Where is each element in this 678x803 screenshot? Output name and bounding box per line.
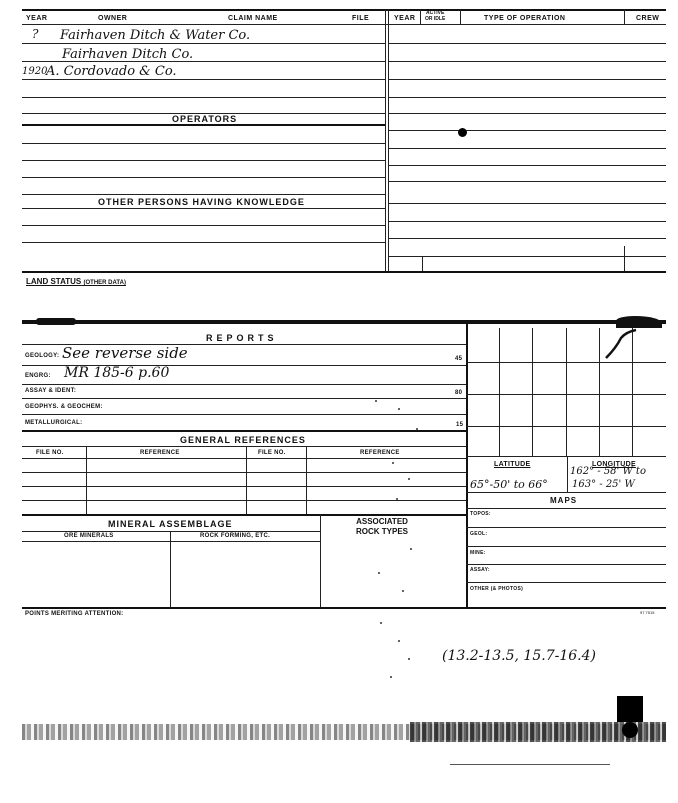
refs-col-file-no-2: FILE NO. <box>258 450 286 456</box>
mineral-title-rule <box>22 531 320 532</box>
corner-smudge-left <box>36 318 76 325</box>
refs-divider <box>86 446 87 514</box>
operation-row-line <box>388 238 666 239</box>
land-status-label: LAND STATUS <box>26 277 82 286</box>
operation-row-line <box>388 181 666 182</box>
general-references-heading: GENERAL REFERENCES <box>180 435 306 445</box>
active-divider <box>460 9 461 24</box>
engrg-value: MR 185-6 p.60 <box>64 365 170 381</box>
owner-year-3: 1920 <box>22 66 48 77</box>
rock-forming-header: ROCK FORMING, ETC. <box>200 533 271 539</box>
longitude-value-1: 162° - 58' W to <box>570 466 646 477</box>
owner-name-1: Fairhaven Ditch & Water Co. <box>60 28 251 43</box>
land-status-sublabel: (OTHER DATA) <box>83 280 126 286</box>
other-persons-rule <box>22 208 385 209</box>
mineral-divider <box>320 514 321 608</box>
maps-row-line <box>466 546 666 547</box>
operation-row-line <box>388 79 666 80</box>
dot-mark <box>380 622 382 624</box>
owner-row-line <box>22 61 385 62</box>
maps-title-rule <box>466 492 666 493</box>
engrg-label: ENGRG: <box>25 373 51 379</box>
refs-col-reference-1: REFERENCE <box>140 450 180 456</box>
dot-mark <box>378 572 380 574</box>
file-divider <box>385 9 386 271</box>
dot-mark <box>410 548 412 550</box>
operation-row-line <box>388 61 666 62</box>
latitude-label: LATITUDE <box>494 461 531 468</box>
operation-row-line <box>388 43 666 44</box>
top-rule <box>22 9 666 11</box>
mineral-divider <box>170 531 171 608</box>
col-header-crew: CREW <box>636 15 660 22</box>
col-header-year: YEAR <box>26 15 48 22</box>
owner-name-2: Fairhaven Ditch Co. <box>62 47 194 62</box>
operation-row-line <box>388 113 666 114</box>
reports-top-bar <box>22 320 666 324</box>
associated-label: ASSOCIATED <box>356 517 408 526</box>
reports-bottom-rule <box>22 430 466 432</box>
maps-row-line <box>466 582 666 583</box>
owner-row-line <box>22 79 385 80</box>
dot-mark <box>416 428 418 430</box>
handwritten-note: (13.2-13.5, 15.7-16.4) <box>442 648 596 664</box>
map-curve <box>466 328 666 368</box>
other-persons-row-line <box>22 225 385 226</box>
dot-mark <box>408 658 410 660</box>
reports-row-line <box>22 384 466 385</box>
assay-label: ASSAY & IDENT: <box>25 388 77 394</box>
location-rule <box>466 456 666 457</box>
dot-mark <box>390 676 392 678</box>
maps-row-line <box>466 564 666 565</box>
owner-row-line <box>22 43 385 44</box>
maps-geol-label: GEOL: <box>470 531 488 537</box>
geophys-label: GEOPHYS. & GEOCHEM: <box>25 404 103 410</box>
dot-mark <box>375 400 377 402</box>
corner-smudge-right <box>616 316 662 328</box>
refs-col-file-no-1: FILE NO. <box>36 450 64 456</box>
operators-heading: OPERATORS <box>172 114 238 124</box>
metallurgical-label: METALLURGICAL: <box>25 420 83 426</box>
refs-row-line <box>22 472 466 473</box>
refs-divider <box>306 446 307 514</box>
file-divider-2 <box>388 9 389 271</box>
idle-label: OR IDLE <box>425 16 446 22</box>
col-header-file: FILE <box>352 15 370 22</box>
other-persons-heading: OTHER PERSONS HAVING KNOWLEDGE <box>98 197 305 207</box>
crew-divider <box>624 9 625 24</box>
owner-name-3: A. Cordovado & Co. <box>46 64 177 79</box>
operation-row-line <box>388 221 666 222</box>
operators-row-line <box>22 194 385 195</box>
upper-form-bottom-rule <box>22 271 666 273</box>
black-square-mark <box>617 696 643 722</box>
operators-rule <box>22 124 385 126</box>
operation-row-line <box>388 97 666 98</box>
reports-row-line <box>22 414 466 415</box>
refs-col-reference-2: REFERENCE <box>360 450 400 456</box>
maps-heading: MAPS <box>550 496 578 505</box>
dot-mark <box>398 640 400 642</box>
latlong-divider <box>567 456 568 492</box>
maps-assay-label: ASSAY: <box>470 567 490 573</box>
longitude-label: LONGITUDE <box>592 461 636 468</box>
geology-label: GEOLOGY: <box>25 353 60 359</box>
operation-row-line <box>388 130 666 131</box>
dot-mark <box>402 590 404 592</box>
refs-title-rule <box>22 446 466 447</box>
col-header-claim-name: CLAIM NAME <box>228 15 278 22</box>
refs-header-rule <box>22 458 466 459</box>
maps-other-label: OTHER (& PHOTOS) <box>470 586 524 592</box>
col-header-active-idle <box>425 10 445 22</box>
dot-mark <box>396 498 398 500</box>
operation-row-line <box>388 165 666 166</box>
land-status-heading <box>26 277 126 286</box>
owner-year-1: ? <box>32 27 39 41</box>
metallurgical-code: 15 <box>456 422 464 428</box>
geology-code: 45 <box>455 356 463 362</box>
operation-row-line <box>388 148 666 149</box>
mineral-header-rule <box>22 541 320 542</box>
active-label: ACTIVE <box>425 10 445 16</box>
operation-row-line <box>388 203 666 204</box>
maps-row-line <box>466 508 666 509</box>
rock-types-label: ROCK TYPES <box>356 527 409 536</box>
refs-divider <box>246 446 247 514</box>
assay-code: 80 <box>455 390 463 396</box>
refs-row-line <box>22 500 466 501</box>
maps-row-line <box>466 527 666 528</box>
mineral-assemblage-heading: MINERAL ASSEMBLAGE <box>108 519 233 529</box>
col-header-type-of-operation: TYPE OF OPERATION <box>484 15 566 22</box>
ink-dot <box>458 128 467 137</box>
operators-row-line <box>22 143 385 144</box>
geology-value: See reverse side <box>62 344 188 362</box>
other-persons-row-line <box>22 242 385 243</box>
small-divider <box>422 256 423 271</box>
col-header-owner: OWNER <box>98 15 128 22</box>
points-meriting-label: POINTS MERITING ATTENTION: <box>25 611 124 617</box>
grid-line <box>466 426 666 427</box>
latitude-value: 65°-50' to 66° <box>470 478 548 491</box>
refs-row-line <box>22 486 466 487</box>
mineral-bottom-rule <box>22 607 666 609</box>
dot-mark <box>408 478 410 480</box>
associated-rock-types-heading <box>356 517 408 537</box>
maps-topos-label: TOPOS: <box>470 511 491 517</box>
longitude-value-2: 163° - 25' W <box>572 479 635 490</box>
location-grid <box>466 328 666 456</box>
reports-row-line <box>22 398 466 399</box>
operators-row-line <box>22 177 385 178</box>
bottom-faint-line <box>450 764 610 765</box>
header-bottom-rule <box>22 24 666 25</box>
refs-bottom-rule <box>22 514 466 516</box>
reports-heading: REPORTS <box>206 333 278 343</box>
operators-row-line <box>22 160 385 161</box>
small-divider <box>624 246 625 271</box>
dot-mark <box>392 462 394 464</box>
form-number: 97 7515 <box>640 610 655 615</box>
dot-mark <box>398 408 400 410</box>
maps-mine-label: MINE: <box>470 550 486 556</box>
black-blot-mark <box>622 722 638 738</box>
owner-row-line <box>22 97 385 98</box>
year-divider <box>420 9 421 24</box>
ore-minerals-header: ORE MINERALS <box>64 533 114 539</box>
col-header-year-2: YEAR <box>394 15 416 22</box>
grid-line <box>466 394 666 395</box>
